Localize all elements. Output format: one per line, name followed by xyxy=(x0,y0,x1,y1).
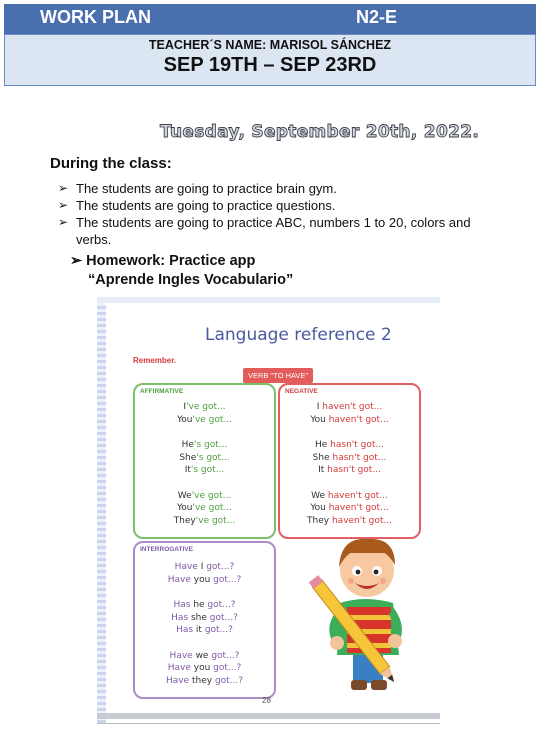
book-title: Language reference 2 xyxy=(205,325,392,345)
header-bar xyxy=(4,4,536,34)
homework-app-name: “Aprende Ingles Vocabulario” xyxy=(88,272,294,288)
conjugation-line: Have you got...? xyxy=(167,574,242,585)
teacher-name: TEACHER´S NAME: MARISOL SÁNCHEZ xyxy=(148,38,392,52)
book-page-shadow xyxy=(97,713,440,719)
interrogative-label: INTERROGATIVE xyxy=(140,546,193,553)
conjugation-line: I haven't got... xyxy=(316,402,383,412)
conjugation-line: You've got... xyxy=(176,503,233,513)
negative-lines xyxy=(280,401,419,527)
during-heading: During the class: xyxy=(50,155,172,172)
day-title: Tuesday, September 20th, 2022. xyxy=(160,122,480,142)
teacher-box xyxy=(4,34,536,86)
activity-item: ➢ The students are going to practice brain gym. xyxy=(58,181,337,196)
conjugation-line: You haven't got... xyxy=(310,503,389,513)
conjugation-line: You've got... xyxy=(176,414,233,425)
conjugation-line: Has she got...? xyxy=(171,612,238,623)
remember-label: Remember. xyxy=(133,356,177,365)
activity-list xyxy=(58,180,498,248)
conjugation-line: She hasn't got... xyxy=(312,452,387,463)
affirmative-label: AFFIRMATIVE xyxy=(140,388,184,395)
activity-item: ➢ The students are going to practice questions. xyxy=(58,198,336,213)
affirmative-lines xyxy=(135,401,274,527)
arrow-bullet-icon: ➢ xyxy=(58,215,69,229)
interrogative-lines xyxy=(135,561,274,687)
conjugation-line: They've got... xyxy=(173,515,236,526)
date-range: SEP 19TH – SEP 23RD xyxy=(163,54,377,76)
conjugation-line: Have I got...? xyxy=(174,562,235,572)
conjugation-line: Has he got...? xyxy=(173,600,236,610)
page-number: 28 xyxy=(262,696,271,705)
arrow-bullet-icon: ➢ xyxy=(58,181,69,195)
conjugation-line: You haven't got... xyxy=(310,414,389,425)
conjugation-line: Have you got...? xyxy=(167,663,242,673)
conjugation-line: It's got... xyxy=(184,465,225,475)
work-plan-title: WORK PLAN xyxy=(40,7,151,27)
conjugation-line: Have we got...? xyxy=(169,650,240,661)
verb-tag: VERB "TO HAVE" xyxy=(243,368,313,383)
conjugation-line: Has it got...? xyxy=(176,625,233,635)
arrow-bullet-icon: ➢ xyxy=(70,253,83,269)
conjugation-line: He's got... xyxy=(181,440,228,450)
conjugation-line: It hasn't got... xyxy=(318,465,381,475)
activity-item: ➢ The students are going to practice ABC, numbers 1 to 20, colors and verbs. xyxy=(58,215,471,247)
conjugation-line: They haven't got... xyxy=(307,515,392,526)
homework-line: ➢ Homework: Practice app xyxy=(70,253,256,269)
conjugation-line: Have they got...? xyxy=(165,675,244,686)
negative-panel xyxy=(278,383,421,539)
arrow-bullet-icon: ➢ xyxy=(58,198,69,212)
book-page-image xyxy=(97,297,440,723)
conjugation-line: She's got... xyxy=(179,452,230,463)
negative-label: NEGATIVE xyxy=(285,388,318,395)
interrogative-panel xyxy=(133,541,276,699)
conjugation-line: We haven't got... xyxy=(311,490,388,501)
conjugation-line: We've got... xyxy=(177,490,232,501)
kid-with-pencil-illustration xyxy=(295,525,435,700)
group-code: N2-E xyxy=(356,7,398,27)
conjugation-line: I've got... xyxy=(183,402,226,412)
conjugation-line: He hasn't got... xyxy=(315,440,384,450)
book-page-edge xyxy=(97,303,106,723)
affirmative-panel xyxy=(133,383,276,539)
